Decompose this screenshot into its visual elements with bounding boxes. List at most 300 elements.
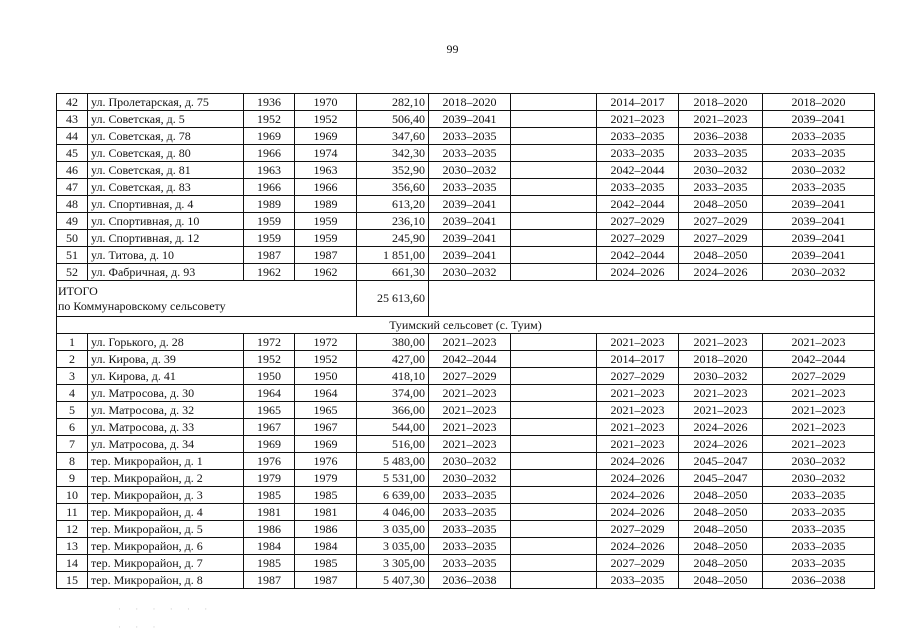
period-roof: 2014–2017 [597,94,679,111]
address: ул. Кирова, д. 39 [88,351,244,368]
table-row [57,436,875,453]
year-commissioned: 1976 [295,453,357,470]
area: 5 483,00 [357,453,429,470]
period-facade: 2048–2050 [679,504,763,521]
table-row [57,264,875,281]
period-blank [511,196,597,213]
total-row [57,281,875,317]
period-final: 2030–2032 [763,264,875,281]
period-roof: 2014–2017 [597,351,679,368]
period-blank [511,504,597,521]
period-facade: 2048–2050 [679,538,763,555]
address: ул. Спортивная, д. 10 [88,213,244,230]
row-number: 3 [57,368,88,385]
year-commissioned: 1970 [295,94,357,111]
year-commissioned: 1987 [295,572,357,589]
total-empty-cell [429,281,875,317]
period-overhaul: 2021–2023 [429,334,511,351]
table-row [57,402,875,419]
year-built: 1967 [244,419,295,436]
period-final: 2030–2032 [763,453,875,470]
year-commissioned: 1987 [295,247,357,264]
area: 506,40 [357,111,429,128]
table-row [57,470,875,487]
scan-noise: · · · · · · [118,604,214,614]
table-row [57,487,875,504]
year-commissioned: 1969 [295,436,357,453]
period-roof: 2027–2029 [597,213,679,230]
year-built: 1986 [244,521,295,538]
period-roof: 2024–2026 [597,487,679,504]
period-facade: 2036–2038 [679,128,763,145]
period-roof: 2024–2026 [597,538,679,555]
year-built: 1985 [244,487,295,504]
year-built: 1972 [244,334,295,351]
period-blank [511,453,597,470]
period-roof: 2027–2029 [597,368,679,385]
housing-register-table [56,93,875,589]
year-commissioned: 1959 [295,230,357,247]
period-final: 2018–2020 [763,94,875,111]
area: 418,10 [357,368,429,385]
area: 3 035,00 [357,538,429,555]
period-overhaul: 2039–2041 [429,230,511,247]
period-blank [511,368,597,385]
year-built: 1989 [244,196,295,213]
period-final: 2033–2035 [763,504,875,521]
row-number: 52 [57,264,88,281]
period-overhaul: 2027–2029 [429,368,511,385]
period-overhaul: 2021–2023 [429,385,511,402]
area: 6 639,00 [357,487,429,504]
row-number: 8 [57,453,88,470]
row-number: 9 [57,470,88,487]
period-blank [511,179,597,196]
period-roof: 2021–2023 [597,334,679,351]
period-overhaul: 2030–2032 [429,162,511,179]
year-commissioned: 1964 [295,385,357,402]
total-label [57,281,357,317]
address: ул. Матросова, д. 32 [88,402,244,419]
row-number: 2 [57,351,88,368]
area: 380,00 [357,334,429,351]
period-blank [511,145,597,162]
period-final: 2021–2023 [763,402,875,419]
year-commissioned: 1963 [295,162,357,179]
table-row [57,385,875,402]
row-number: 6 [57,419,88,436]
row-number: 11 [57,504,88,521]
period-roof: 2027–2029 [597,521,679,538]
area: 352,90 [357,162,429,179]
area: 3 035,00 [357,521,429,538]
period-overhaul: 2036–2038 [429,572,511,589]
period-final: 2039–2041 [763,247,875,264]
period-overhaul: 2033–2035 [429,128,511,145]
area: 347,60 [357,128,429,145]
period-final: 2036–2038 [763,572,875,589]
year-built: 1976 [244,453,295,470]
period-overhaul: 2033–2035 [429,487,511,504]
year-commissioned: 1985 [295,555,357,572]
period-blank [511,385,597,402]
area: 1 851,00 [357,247,429,264]
year-commissioned: 1979 [295,470,357,487]
year-commissioned: 1969 [295,128,357,145]
area: 661,30 [357,264,429,281]
area: 4 046,00 [357,504,429,521]
row-number: 4 [57,385,88,402]
year-built: 1959 [244,213,295,230]
period-overhaul: 2042–2044 [429,351,511,368]
group2-rows [57,334,875,589]
period-facade: 2048–2050 [679,572,763,589]
row-number: 12 [57,521,88,538]
period-blank [511,572,597,589]
table-row [57,247,875,264]
period-roof: 2042–2044 [597,247,679,264]
address: ул. Матросова, д. 33 [88,419,244,436]
address: ул. Советская, д. 81 [88,162,244,179]
group1-rows [57,94,875,281]
address: ул. Горького, д. 28 [88,334,244,351]
period-overhaul: 2039–2041 [429,196,511,213]
period-final: 2030–2032 [763,470,875,487]
period-facade: 2024–2026 [679,264,763,281]
row-number: 43 [57,111,88,128]
address: ул. Пролетарская, д. 75 [88,94,244,111]
period-overhaul: 2021–2023 [429,436,511,453]
period-overhaul: 2039–2041 [429,247,511,264]
year-built: 1987 [244,572,295,589]
period-final: 2033–2035 [763,521,875,538]
period-blank [511,213,597,230]
address: ул. Спортивная, д. 4 [88,196,244,213]
scan-noise: · · · [118,622,162,632]
period-overhaul: 2033–2035 [429,179,511,196]
total-area: 25 613,60 [357,281,429,317]
address: тер. Микрорайон, д. 5 [88,521,244,538]
total-block [57,281,875,334]
period-facade: 2018–2020 [679,351,763,368]
table-row [57,555,875,572]
area: 374,00 [357,385,429,402]
period-final: 2039–2041 [763,213,875,230]
period-facade: 2048–2050 [679,487,763,504]
row-number: 14 [57,555,88,572]
total-label-line1: ИТОГО [58,283,98,298]
year-built: 1987 [244,247,295,264]
period-facade: 2033–2035 [679,145,763,162]
period-blank [511,94,597,111]
year-commissioned: 1972 [295,334,357,351]
table-row [57,504,875,521]
row-number: 47 [57,179,88,196]
address: тер. Микрорайон, д. 2 [88,470,244,487]
period-blank [511,402,597,419]
year-built: 1964 [244,385,295,402]
area: 356,60 [357,179,429,196]
period-final: 2033–2035 [763,538,875,555]
period-final: 2039–2041 [763,196,875,213]
row-number: 49 [57,213,88,230]
period-facade: 2048–2050 [679,196,763,213]
address: тер. Микрорайон, д. 3 [88,487,244,504]
period-blank [511,264,597,281]
area: 427,00 [357,351,429,368]
year-built: 1962 [244,264,295,281]
period-overhaul: 2018–2020 [429,94,511,111]
period-overhaul: 2033–2035 [429,145,511,162]
year-commissioned: 1966 [295,179,357,196]
row-number: 50 [57,230,88,247]
period-facade: 2021–2023 [679,334,763,351]
year-commissioned: 1967 [295,419,357,436]
year-built: 1952 [244,351,295,368]
period-roof: 2021–2023 [597,385,679,402]
period-final: 2021–2023 [763,334,875,351]
year-built: 1963 [244,162,295,179]
period-facade: 2048–2050 [679,521,763,538]
period-facade: 2027–2029 [679,213,763,230]
period-blank [511,111,597,128]
period-blank [511,487,597,504]
period-blank [511,538,597,555]
table-row [57,538,875,555]
year-commissioned: 1981 [295,504,357,521]
area: 5 531,00 [357,470,429,487]
section-title: Туимский сельсовет (с. Туим) [57,317,875,334]
period-facade: 2021–2023 [679,385,763,402]
period-facade: 2048–2050 [679,247,763,264]
table-row [57,196,875,213]
row-number: 13 [57,538,88,555]
period-overhaul: 2033–2035 [429,555,511,572]
period-facade: 2048–2050 [679,555,763,572]
table-row [57,453,875,470]
period-roof: 2021–2023 [597,111,679,128]
table-row [57,145,875,162]
period-facade: 2033–2035 [679,179,763,196]
page-number: 99 [446,42,459,56]
period-facade: 2030–2032 [679,162,763,179]
year-built: 1981 [244,504,295,521]
year-built: 1965 [244,402,295,419]
address: тер. Микрорайон, д. 8 [88,572,244,589]
table-row [57,334,875,351]
address: ул. Фабричная, д. 93 [88,264,244,281]
period-facade: 2018–2020 [679,94,763,111]
period-roof: 2042–2044 [597,162,679,179]
year-commissioned: 1962 [295,264,357,281]
period-roof: 2021–2023 [597,436,679,453]
row-number: 1 [57,334,88,351]
area: 3 305,00 [357,555,429,572]
period-facade: 2024–2026 [679,419,763,436]
row-number: 46 [57,162,88,179]
year-built: 1966 [244,145,295,162]
table-row [57,111,875,128]
period-roof: 2027–2029 [597,230,679,247]
period-facade: 2021–2023 [679,111,763,128]
period-facade: 2027–2029 [679,230,763,247]
period-final: 2030–2032 [763,162,875,179]
address: ул. Спортивная, д. 12 [88,230,244,247]
period-final: 2039–2041 [763,111,875,128]
period-roof: 2024–2026 [597,453,679,470]
table-row [57,128,875,145]
year-built: 1966 [244,179,295,196]
area: 245,90 [357,230,429,247]
period-blank [511,334,597,351]
period-facade: 2024–2026 [679,436,763,453]
period-blank [511,230,597,247]
period-roof: 2021–2023 [597,402,679,419]
period-roof: 2033–2035 [597,572,679,589]
year-built: 1969 [244,128,295,145]
table-row [57,94,875,111]
year-commissioned: 1959 [295,213,357,230]
table-row [57,213,875,230]
address: ул. Матросова, д. 30 [88,385,244,402]
area: 516,00 [357,436,429,453]
table-row [57,179,875,196]
period-roof: 2027–2029 [597,555,679,572]
period-final: 2021–2023 [763,385,875,402]
row-number: 42 [57,94,88,111]
address: ул. Советская, д. 83 [88,179,244,196]
period-facade: 2030–2032 [679,368,763,385]
row-number: 48 [57,196,88,213]
period-facade: 2045–2047 [679,453,763,470]
period-overhaul: 2030–2032 [429,264,511,281]
row-number: 15 [57,572,88,589]
area: 236,10 [357,213,429,230]
period-blank [511,247,597,264]
period-facade: 2045–2047 [679,470,763,487]
period-final: 2039–2041 [763,230,875,247]
table-row [57,368,875,385]
address: ул. Советская, д. 80 [88,145,244,162]
period-final: 2021–2023 [763,436,875,453]
table-row [57,572,875,589]
row-number: 45 [57,145,88,162]
address: ул. Советская, д. 78 [88,128,244,145]
period-blank [511,419,597,436]
period-overhaul: 2021–2023 [429,402,511,419]
address: тер. Микрорайон, д. 1 [88,453,244,470]
period-blank [511,436,597,453]
period-blank [511,470,597,487]
total-label-line2: по Коммунаровскому сельсовету [58,298,226,313]
year-built: 1984 [244,538,295,555]
period-roof: 2033–2035 [597,145,679,162]
address: тер. Микрорайон, д. 6 [88,538,244,555]
period-blank [511,128,597,145]
area: 282,10 [357,94,429,111]
year-commissioned: 1989 [295,196,357,213]
year-built: 1950 [244,368,295,385]
period-roof: 2042–2044 [597,196,679,213]
table-row [57,230,875,247]
period-roof: 2033–2035 [597,179,679,196]
year-built: 1952 [244,111,295,128]
period-roof: 2021–2023 [597,419,679,436]
period-overhaul: 2039–2041 [429,111,511,128]
address: ул. Матросова, д. 34 [88,436,244,453]
area: 613,20 [357,196,429,213]
area: 366,00 [357,402,429,419]
period-blank [511,162,597,179]
period-roof: 2024–2026 [597,470,679,487]
address: тер. Микрорайон, д. 7 [88,555,244,572]
period-final: 2033–2035 [763,128,875,145]
period-overhaul: 2030–2032 [429,453,511,470]
address: ул. Советская, д. 5 [88,111,244,128]
address: ул. Титова, д. 10 [88,247,244,264]
year-built: 1959 [244,230,295,247]
period-blank [511,351,597,368]
period-overhaul: 2033–2035 [429,538,511,555]
year-commissioned: 1974 [295,145,357,162]
year-commissioned: 1965 [295,402,357,419]
row-number: 7 [57,436,88,453]
address: ул. Кирова, д. 41 [88,368,244,385]
area: 342,30 [357,145,429,162]
period-overhaul: 2033–2035 [429,521,511,538]
year-commissioned: 1952 [295,111,357,128]
period-final: 2033–2035 [763,179,875,196]
row-number: 44 [57,128,88,145]
address: тер. Микрорайон, д. 4 [88,504,244,521]
year-commissioned: 1950 [295,368,357,385]
period-roof: 2024–2026 [597,264,679,281]
period-final: 2042–2044 [763,351,875,368]
year-commissioned: 1985 [295,487,357,504]
section-header-row [57,317,875,334]
area: 544,00 [357,419,429,436]
year-built: 1936 [244,94,295,111]
table-row [57,162,875,179]
table-row [57,351,875,368]
year-built: 1969 [244,436,295,453]
period-blank [511,555,597,572]
table-row [57,521,875,538]
period-facade: 2021–2023 [679,402,763,419]
period-overhaul: 2021–2023 [429,419,511,436]
period-overhaul: 2033–2035 [429,504,511,521]
period-roof: 2024–2026 [597,504,679,521]
period-final: 2033–2035 [763,145,875,162]
table-row [57,419,875,436]
year-built: 1985 [244,555,295,572]
year-built: 1979 [244,470,295,487]
row-number: 10 [57,487,88,504]
area: 5 407,30 [357,572,429,589]
year-commissioned: 1986 [295,521,357,538]
period-overhaul: 2039–2041 [429,213,511,230]
year-commissioned: 1984 [295,538,357,555]
period-final: 2027–2029 [763,368,875,385]
row-number: 51 [57,247,88,264]
period-final: 2033–2035 [763,555,875,572]
period-final: 2033–2035 [763,487,875,504]
period-roof: 2033–2035 [597,128,679,145]
period-final: 2021–2023 [763,419,875,436]
year-commissioned: 1952 [295,351,357,368]
row-number: 5 [57,402,88,419]
period-overhaul: 2030–2032 [429,470,511,487]
